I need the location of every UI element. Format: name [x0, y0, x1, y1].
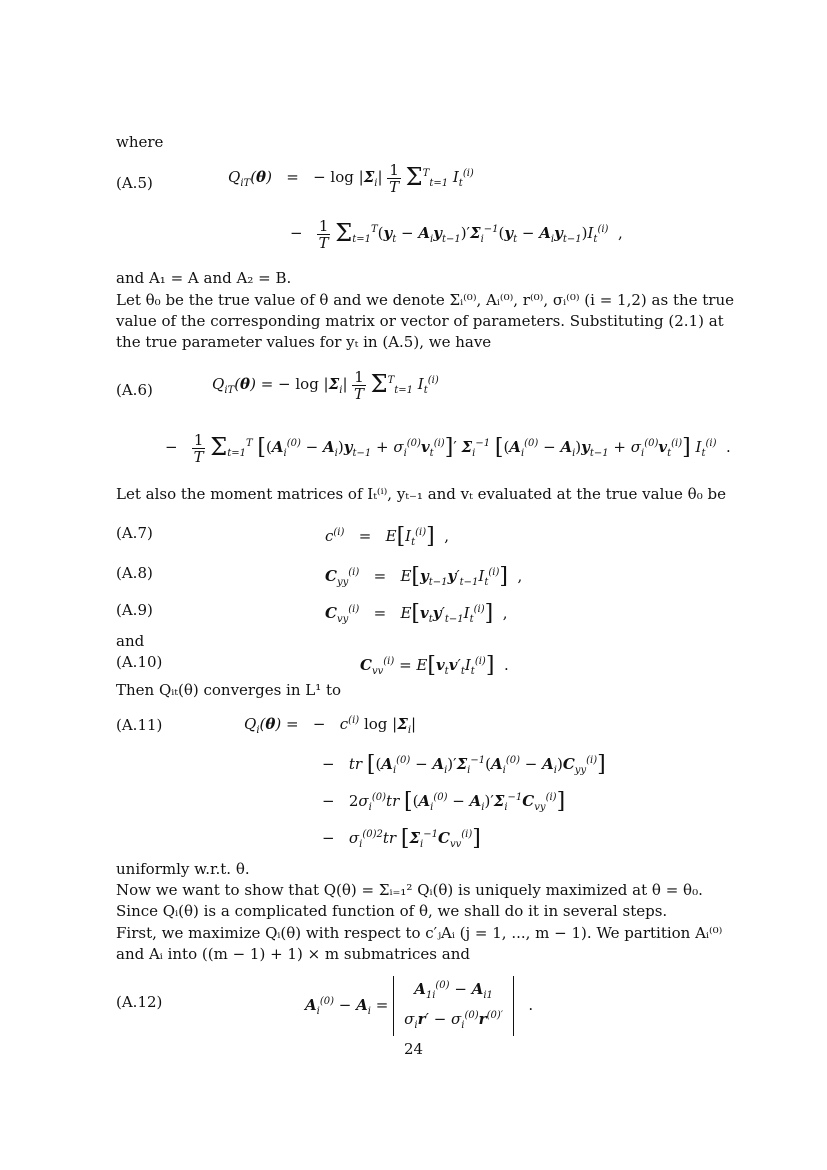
equation-a9: $C_{vy}^{(i)} = E[v_ty'_{t-1}I_t^{(i)}]$ ,	[325, 601, 508, 626]
equation-a10: $C_{vv}^{(i)} = E[v_tv'_tI_t^{(i)}]$ .	[360, 653, 509, 678]
intro-word: where	[116, 133, 164, 151]
equation-a11-line3: − $2\sigma_i^{(0)}tr$ $[(A_i^{(0)} - A_i)'\Sigma_i^{-1}C_{vy}^{(i)}]$	[322, 789, 566, 814]
eq-label-a8: (A.8)	[116, 564, 153, 582]
paragraph-7: First, we maximize Qᵢ(θ) with respect to c′ⱼAᵢ (j = 1, ..., m − 1). We partition Aᵢ⁽⁰⁾ and Aᵢ into ((m − 1) + 1) × m submatrices and	[116, 924, 723, 963]
paragraph-4: Then Qᵢₜ(θ) converges in L¹ to	[116, 681, 342, 699]
eq-label-a11: (A.11)	[116, 716, 163, 734]
equation-a11-line2: − tr $[(A_i^{(0)} - A_i)'\Sigma_i^{-1}(A_i^{(0)} - A_i)C_{yy}^{(i)}]$	[322, 752, 606, 777]
paragraph-3: Let also the moment matrices of Iₜ⁽ⁱ⁾, yₜ₋₁ and vₜ evaluated at the true value θ₀ be	[116, 485, 726, 503]
eq-label-a9: (A.9)	[116, 601, 153, 619]
paragraph-1: and A₁ = A and A₂ = B.	[116, 269, 292, 287]
eq-label-a6: (A.6)	[116, 381, 153, 399]
paragraph-5: uniformly w.r.t. θ.	[116, 860, 250, 878]
equation-a11-line4: − $\sigma_i^{(0)2}tr$ $[\Sigma_i^{-1}C_{vv}^{(i)}]$	[322, 826, 481, 851]
equation-a12: $A_i^{(0)} - A_i$ = $A_{1i}^{(0)} - A_{i1}$ $\sigma_ir' - \sigma_i^{(0)}r^{(0)'}$ .	[305, 976, 533, 1036]
eq-label-a5: (A.5)	[116, 174, 153, 192]
equation-a7: $c^{(i)} = E[I_t^{(i)}]$ ,	[325, 524, 450, 549]
paragraph-2: Let θ₀ be the true value of θ and we denote Σᵢ⁽⁰⁾, Aᵢ⁽⁰⁾, r⁽⁰⁾, σᵢ⁽⁰⁾ (i = 1,2) as the true value of the corresponding matrix or vector of parameters. Substituting (2.1) at the true parameter values for yₜ in (A.5), we have	[116, 291, 735, 351]
word-and: and	[116, 632, 145, 650]
paragraph-6: Now we want to show that Q(θ) = Σᵢ₌₁² Qᵢ(θ) is uniquely maximized at θ = θ₀. Since Qᵢ(θ) is a complicated function of θ, we shall do it in several steps.	[116, 881, 703, 920]
equation-a8: $C_{yy}^{(i)} = E[y_{t-1}y'_{t-1}I_t^{(i)}]$ ,	[325, 564, 523, 589]
eq-label-a7: (A.7)	[116, 524, 153, 542]
eq-label-a12: (A.12)	[116, 993, 163, 1011]
equation-a6-line2: − $\frac{1}{T}$ $\Sigma_{t=1}^T$ $[(A_i^{(0)} - A_i)y_{t-1} + \sigma_i^{(0)}v_t^{(i)}]'$ $\Sigma_i^{-1}$ $[(A_i^{(0)} - A_i)y_{t-1} + \sigma_i^{(0)}v_t^{(i)}]$ $I_t^{(i)}$ .	[165, 430, 731, 466]
equation-a6-line1: $Q_{iT}(\theta)$ = − $\log |\Sigma_i|$ $\frac{1}{T}$ $\Sigma^T_{t=1}$ $I_t^{(i)}$	[212, 367, 439, 403]
eq-label-a10: (A.10)	[116, 653, 163, 671]
equation-a5-line2: − $\frac{1}{T}$ $\Sigma_{t=1}^T(y_t - A_iy_{t-1})'\Sigma_i^{-1}(y_t - A_iy_{t-1})I_t^{(i)}$ ,	[290, 216, 623, 252]
equation-a5-line1: $Q_{iT}(\theta)$ = − $\log |\Sigma_i|$ $\frac{1}{T}$ $\Sigma^T_{t=1}$ $I_t^{(i)}$	[228, 160, 474, 196]
page-number: 24	[403, 1040, 424, 1058]
equation-a11-line1: $Q_i(\theta)$ = − $c^{(i)}$ $\log |\Sigma_i|$	[244, 715, 417, 736]
